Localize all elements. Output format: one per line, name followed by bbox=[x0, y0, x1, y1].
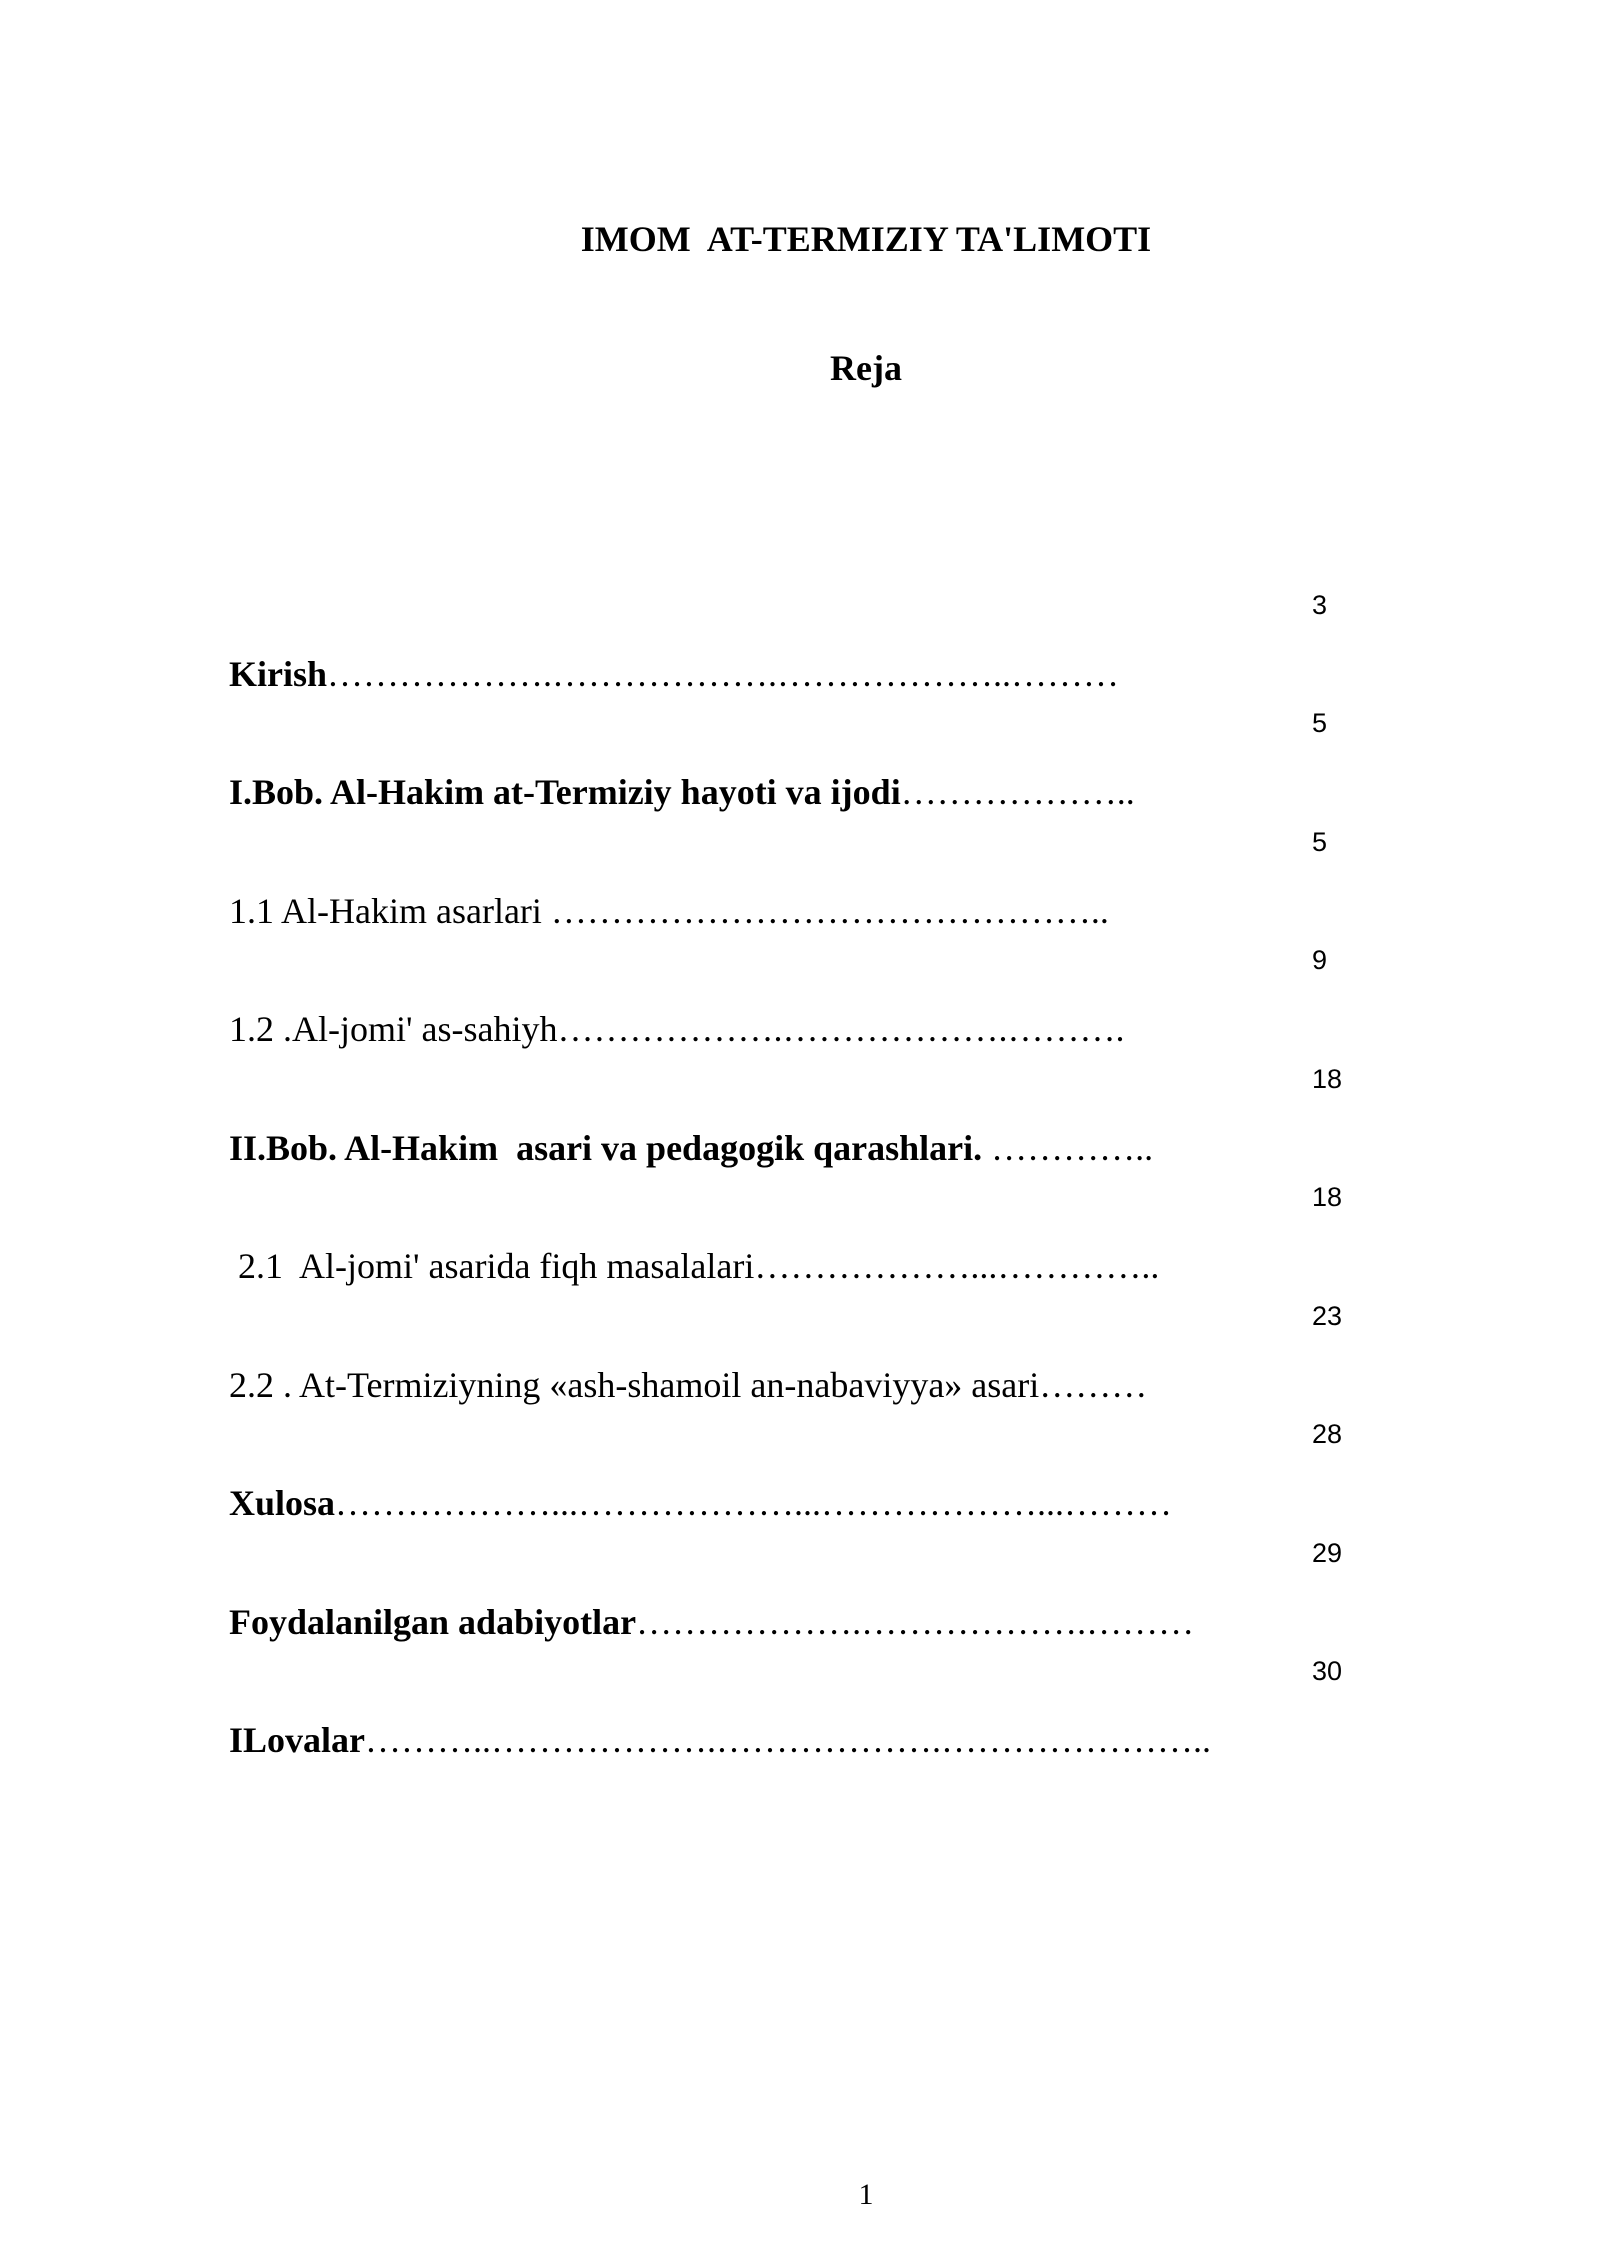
toc-entry-title: 1.1 Al-Hakim asarlari bbox=[229, 891, 551, 931]
toc-entry-xulosa bbox=[229, 1421, 1429, 1521]
toc-entry-title: Xulosa bbox=[229, 1483, 336, 1523]
toc-entry-page: 9 bbox=[1312, 945, 1328, 975]
toc-entry-chapter-2 bbox=[229, 1066, 1429, 1166]
toc-entry-section-1-1 bbox=[229, 829, 1429, 929]
toc-entry-section-2-2 bbox=[229, 1303, 1429, 1403]
plan-heading: Reja bbox=[830, 348, 902, 388]
toc-entry-page: 28 bbox=[1312, 1419, 1343, 1449]
toc-entry-page: 23 bbox=[1312, 1301, 1343, 1331]
toc-entry-section-2-1 bbox=[229, 1184, 1429, 1284]
toc-entry-ilovalar bbox=[229, 1658, 1429, 1758]
toc-entry-leader: ………….. bbox=[982, 1128, 1154, 1168]
toc-entry-page: 5 bbox=[1312, 708, 1328, 738]
page-number: 1 bbox=[858, 2178, 874, 2211]
toc-entry-title: 1.2 .Al-jomi' as-sahiyh bbox=[229, 1009, 558, 1049]
toc-entry-title: ILovalar bbox=[229, 1720, 366, 1760]
toc-entry-title: Kirish bbox=[229, 654, 328, 694]
toc-entry-page: 18 bbox=[1312, 1182, 1343, 1212]
toc-entry-page: 30 bbox=[1312, 1656, 1343, 1686]
toc-entry-leader: ………..……………….……………….………………….. bbox=[365, 1720, 1212, 1760]
toc-entry-leader: ……………….. bbox=[900, 772, 1135, 812]
toc-entry-leader: ……………….……………….………. bbox=[557, 1009, 1125, 1049]
toc-entry-title: I.Bob. Al-Hakim at-Termiziy hayoti va ijodi bbox=[229, 772, 901, 812]
toc-entry-title: Foydalanilgan adabiyotlar bbox=[229, 1602, 637, 1642]
toc-entry-page: 3 bbox=[1312, 590, 1328, 620]
toc-entry-leader: ……………….……………….……… bbox=[636, 1602, 1195, 1642]
toc-entry-page: 29 bbox=[1312, 1538, 1343, 1568]
document-title: IMOM AT-TERMIZIY TA'LIMOTI bbox=[580, 219, 1152, 259]
toc-entry-leader: ……………………………………….. bbox=[550, 891, 1109, 931]
toc-entry-title: II.Bob. Al-Hakim asari va pedagogik qarashlari. bbox=[229, 1128, 983, 1168]
toc-entry-adabiyotlar bbox=[229, 1540, 1429, 1640]
toc-entry-leader: ……………….……………….………………..……… bbox=[327, 654, 1120, 694]
toc-entry-leader: ………………...………………...………………...……… bbox=[335, 1483, 1173, 1523]
toc-entry-leader: ……… bbox=[1039, 1365, 1148, 1405]
toc-entry-title: 2.1 Al-jomi' asarida fiqh masalalari bbox=[229, 1246, 755, 1286]
toc-entry-kirish bbox=[229, 592, 1429, 692]
toc-entry-page: 18 bbox=[1312, 1064, 1343, 1094]
toc-entry-chapter-1 bbox=[229, 710, 1429, 810]
toc-entry-page: 5 bbox=[1312, 827, 1328, 857]
toc-entry-leader: ………………...………….. bbox=[754, 1246, 1160, 1286]
toc-entry-title: 2.2 . At-Termiziyning «ash-shamoil an-nabaviyya» asari bbox=[229, 1365, 1040, 1405]
toc-entry-section-1-2 bbox=[229, 947, 1429, 1047]
